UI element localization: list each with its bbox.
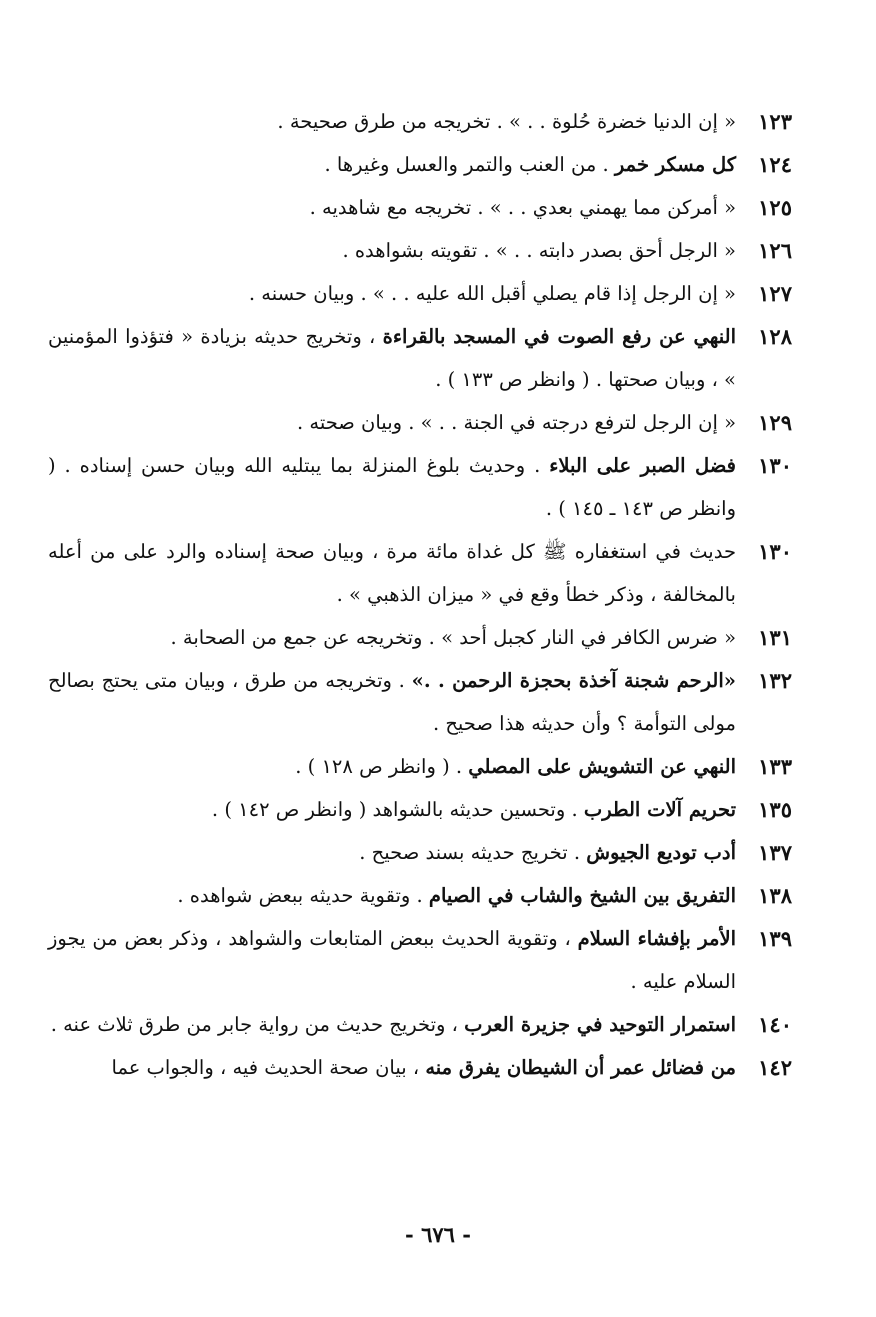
index-entry [48, 229, 792, 272]
entry-text [48, 659, 736, 745]
entry-text [48, 745, 736, 788]
entry-title: الأمر بإفشاء السلام [577, 927, 737, 950]
index-entry [48, 616, 792, 659]
entry-description: . وحديث بلوغ المنزلة بما يبتليه الله وبيان حسن إسناده . ( وانظر ص ١٤٣ ـ ١٤٥ ) . [48, 454, 736, 520]
entry-text [48, 1003, 736, 1046]
entry-description: « أمركن مما يهمني بعدي . . » . تخريجه مع شاهديه . [309, 196, 736, 219]
entry-text [48, 874, 736, 917]
entry-description: « ضرس الكافر في النار كجبل أحد » . وتخريجه عن جمع من الصحابة . [170, 626, 736, 649]
entry-number: ١٣١ [758, 625, 792, 650]
index-entry [48, 315, 792, 401]
entry-text [48, 917, 736, 1003]
entry-description: « إن الدنيا خضرة حُلوة . . » . تخريجه من طرق صحيحة . [277, 110, 736, 133]
index-entry [48, 659, 792, 745]
entry-text [48, 315, 736, 401]
entry-description: . تخريج حديثه بسند صحيح . [359, 841, 587, 864]
index-entry [48, 444, 792, 530]
index-entry [48, 1003, 792, 1046]
entry-description: ، بيان صحة الحديث فيه ، والجواب عما [111, 1056, 426, 1079]
entry-text [48, 530, 736, 616]
entry-number: ١٣٠ [758, 453, 792, 478]
entry-number: ١٢٤ [758, 152, 792, 177]
entry-description: ، وتخريج حديثه بزيادة « فتؤذوا المؤمنين » ، وبيان صحتها . ( وانظر ص ١٣٣ ) . [48, 325, 736, 391]
entry-description: « إن الرجل لترفع درجته في الجنة . . » . وبيان صحته . [296, 411, 736, 434]
entry-title: التفريق بين الشيخ والشاب في الصيام [428, 884, 736, 907]
entry-text [48, 100, 736, 143]
entry-text [48, 401, 736, 444]
index-entry [48, 874, 792, 917]
index-entry [48, 186, 792, 229]
index-page [48, 100, 792, 1200]
entry-description: حديث في استغفاره ﷺ كل غداة مائة مرة ، وبيان صحة إسناده والرد على من أعله بالمخالفة ، وذكر خطأ وقع في « ميزان الذهبي » . [48, 540, 736, 606]
entry-number: ١٣٠ [758, 539, 792, 564]
entry-title: النهي عن التشويش على المصلي [468, 755, 736, 778]
entry-number: ١٢٩ [758, 410, 792, 435]
entry-number: ١٢٥ [758, 195, 792, 220]
entry-text [48, 1046, 736, 1089]
entry-description: . ( وانظر ص ١٢٨ ) . [295, 755, 469, 778]
index-entry [48, 143, 792, 186]
entry-text [48, 616, 736, 659]
entry-number: ١٣٢ [758, 668, 792, 693]
entry-description: . وتحسين حديثه بالشواهد ( وانظر ص ١٤٢ ) . [211, 798, 584, 821]
entry-number: ١٤٠ [758, 1012, 792, 1037]
entry-number: ١٢٨ [758, 324, 792, 349]
entry-number: ١٣٨ [758, 883, 792, 908]
entry-text [48, 229, 736, 272]
entry-title: «الرحم شجنة آخذة بحجزة الرحمن . .» [411, 669, 736, 692]
index-entry [48, 1046, 792, 1089]
index-entry [48, 788, 792, 831]
entry-title: كل مسكر خمر [614, 153, 736, 176]
entry-number: ١٢٣ [758, 109, 792, 134]
entry-description: ، وتقوية الحديث ببعض المتابعات والشواهد ، وذكر بعض من يجوز السلام عليه . [48, 927, 736, 993]
entry-number: ١٢٧ [758, 281, 792, 306]
entry-title: تحريم آلات الطرب [583, 798, 736, 821]
page-number: - ٦٧٦ - [405, 1222, 471, 1247]
entry-description: « الرجل أحق بصدر دابته . . » . تقويته بشواهده . [342, 239, 736, 262]
entry-text [48, 788, 736, 831]
entry-title: من فضائل عمر أن الشيطان يفرق منه [425, 1056, 736, 1079]
entry-number: ١٣٧ [758, 840, 792, 865]
entry-text [48, 143, 736, 186]
entry-number: ١٣٩ [758, 926, 792, 951]
index-entry [48, 100, 792, 143]
entry-title: استمرار التوحيد في جزيرة العرب [464, 1013, 736, 1036]
entry-description: . من العنب والتمر والعسل وغيرها . [324, 153, 615, 176]
index-entry [48, 401, 792, 444]
entry-number: ١٣٥ [758, 797, 792, 822]
index-entry [48, 831, 792, 874]
index-entry [48, 272, 792, 315]
entry-description: . وتقوية حديثه ببعض شواهده . [177, 884, 429, 907]
index-entry [48, 917, 792, 1003]
entry-text [48, 186, 736, 229]
entry-title: فضل الصبر على البلاء [549, 454, 737, 477]
entry-title: أدب توديع الجيوش [586, 841, 736, 864]
entry-title: النهي عن رفع الصوت في المسجد بالقراءة [382, 325, 736, 348]
entry-description: « إن الرجل إذا قام يصلي أقبل الله عليه . . » . وبيان حسنه . [248, 282, 736, 305]
index-entry [48, 530, 792, 616]
entry-text [48, 444, 736, 530]
entry-description: . وتخريجه من طرق ، وبيان متى يحتج بصالح مولى التوأمة ؟ وأن حديثه هذا صحيح . [48, 669, 736, 735]
index-entry [48, 745, 792, 788]
entry-number: ١٣٣ [758, 754, 792, 779]
entry-number: ١٤٢ [758, 1055, 792, 1080]
entry-text [48, 831, 736, 874]
entry-number: ١٢٦ [758, 238, 792, 263]
entry-description: ، وتخريج حديث من رواية جابر من طرق ثلاث عنه . [50, 1013, 465, 1036]
entry-text [48, 272, 736, 315]
